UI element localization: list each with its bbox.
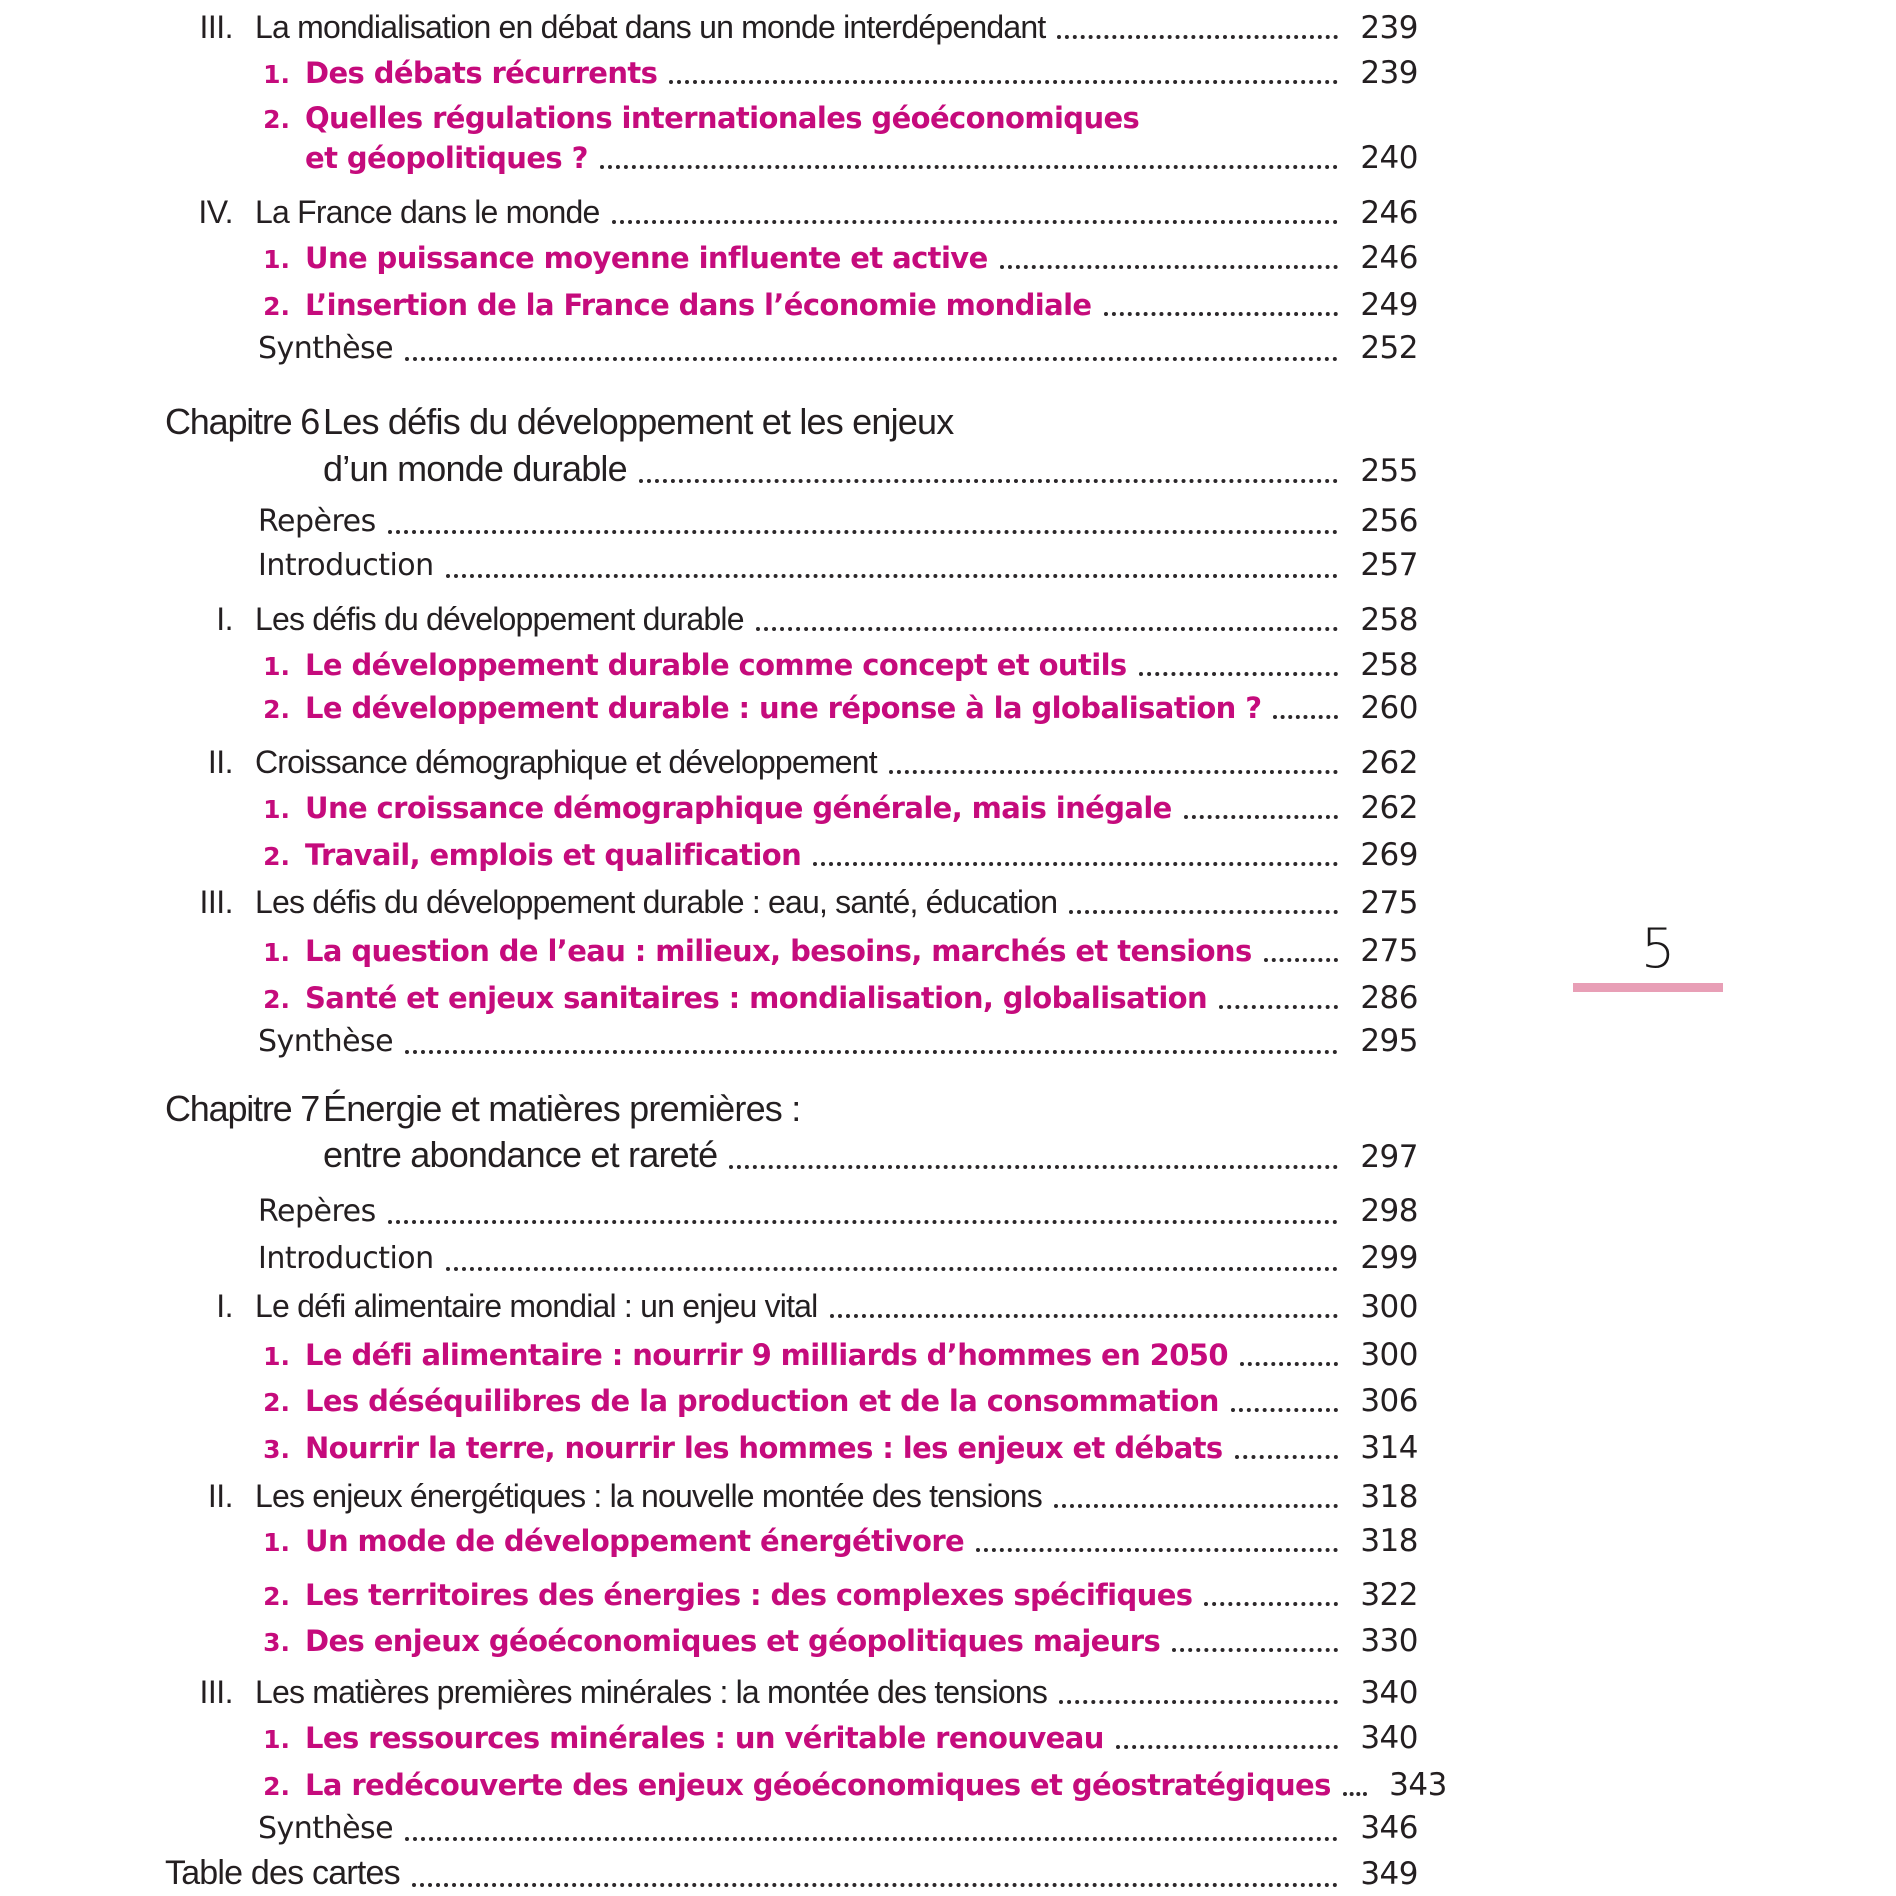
toc-entry-page: 340 <box>1360 1720 1418 1756</box>
toc-entry-number: 1. <box>263 1528 290 1557</box>
toc-row <box>0 330 1896 368</box>
leader-dots <box>1264 958 1338 962</box>
toc-row <box>0 1810 1896 1848</box>
toc-entry-label: Les ressources minérales : un véritable renouveau <box>305 1721 1104 1755</box>
leader-dots <box>388 1220 1338 1224</box>
toc-entry-page: 258 <box>1360 602 1418 638</box>
toc-entry-label: Les déséquilibres de la production et de la consommation <box>305 1384 1219 1418</box>
leader-dots <box>412 1883 1338 1887</box>
leader-dots <box>612 220 1339 224</box>
toc-row <box>0 1477 1896 1515</box>
toc-row <box>0 547 1896 585</box>
leader-dots <box>446 1267 1338 1271</box>
toc-entry-number: II. <box>207 1478 233 1514</box>
toc-entry-page: 260 <box>1360 690 1418 726</box>
leader-dots <box>976 1548 1338 1552</box>
toc-entry-page: 298 <box>1360 1193 1418 1229</box>
toc-row <box>0 400 1896 443</box>
toc-entry-page: 239 <box>1360 10 1418 46</box>
toc-row <box>0 647 1896 683</box>
leader-dots <box>1054 1504 1338 1508</box>
chapter-label: Chapitre 6 <box>165 401 320 442</box>
leader-dots <box>1231 1408 1338 1412</box>
toc-entry-label: Nourrir la terre, nourrir les hommes : les enjeux et débats <box>305 1431 1223 1465</box>
toc-entry-label: Les défis du développement durable : eau, santé, éducation <box>255 884 1058 920</box>
leader-dots <box>1000 265 1338 269</box>
toc-entry-page: 275 <box>1360 885 1418 921</box>
leader-dots <box>446 574 1338 578</box>
toc-row <box>0 1287 1896 1325</box>
toc-row <box>0 600 1896 638</box>
toc-entry-label: Synthèse <box>258 1024 394 1059</box>
toc-entry-label: La mondialisation en débat dans un monde interdépendant <box>255 9 1046 45</box>
toc-entry-page: 297 <box>1360 1139 1418 1175</box>
toc-row <box>0 1523 1896 1559</box>
toc-entry-label: Une puissance moyenne influente et active <box>305 241 988 275</box>
toc-entry-number: 2. <box>263 695 290 724</box>
leader-dots <box>405 357 1338 361</box>
toc-entry-number: 3. <box>263 1628 290 1657</box>
leader-dots <box>1057 35 1338 39</box>
toc-row <box>0 1383 1896 1419</box>
toc-entry-number: 1. <box>263 938 290 967</box>
toc-entry-page: 269 <box>1360 837 1418 873</box>
toc-entry-number: 1. <box>263 795 290 824</box>
toc-entry-page: 349 <box>1360 1856 1418 1892</box>
toc-entry-label: Une croissance démographique générale, mais inégale <box>305 791 1172 825</box>
toc-entry-number: 1. <box>263 60 290 89</box>
leader-dots <box>1219 1005 1338 1009</box>
toc-entry-label: Les enjeux énergétiques : la nouvelle montée des tensions <box>255 1478 1042 1514</box>
leader-dots <box>388 530 1338 534</box>
leader-dots <box>756 627 1338 631</box>
toc-entry-page: 295 <box>1360 1023 1418 1059</box>
toc-entry-label: Les matières premières minérales : la montée des tensions <box>255 1674 1048 1710</box>
toc-row <box>0 503 1896 541</box>
toc-entry-page: 299 <box>1360 1240 1418 1276</box>
toc-entry-page: 314 <box>1360 1430 1418 1466</box>
toc-row <box>0 1623 1896 1659</box>
toc-row <box>0 8 1896 46</box>
toc-entry-label: Croissance démographique et développement <box>255 744 877 780</box>
toc-entry-number: III. <box>199 1674 233 1710</box>
leader-dots <box>1116 1745 1338 1749</box>
toc-row <box>0 287 1896 323</box>
toc-row <box>0 193 1896 231</box>
leader-dots <box>889 770 1338 774</box>
toc-entry-page: 322 <box>1360 1577 1418 1613</box>
toc-row <box>0 55 1896 91</box>
leader-dots <box>1184 815 1338 819</box>
toc-row <box>0 883 1896 921</box>
toc-entry-page: 340 <box>1360 1675 1418 1711</box>
toc-entry-number: 1. <box>263 1725 290 1754</box>
toc-entry-number: 2. <box>263 985 290 1014</box>
toc-entry-label: Repères <box>258 1194 376 1229</box>
folio-underline <box>1573 983 1723 992</box>
toc-entry-label: Le développement durable comme concept et outils <box>305 648 1127 682</box>
toc-entry-label: Des enjeux géoéconomiques et géopolitiques majeurs <box>305 1624 1161 1658</box>
toc-entry-page: 306 <box>1360 1383 1418 1419</box>
toc-entry-label: Les territoires des énergies : des complexes spécifiques <box>305 1578 1193 1612</box>
toc-entry-number: 3. <box>263 1435 290 1464</box>
chapter-title: entre abondance et rareté <box>323 1134 718 1175</box>
toc-row <box>0 1337 1896 1373</box>
toc-entry-number: 1. <box>263 652 290 681</box>
toc-entry-page: 300 <box>1360 1337 1418 1373</box>
toc-row <box>0 790 1896 826</box>
leader-dots <box>405 1837 1338 1841</box>
leader-dots <box>405 1050 1338 1054</box>
toc-entry-page: 257 <box>1360 547 1418 583</box>
toc-entry-label: Le défi alimentaire : nourrir 9 milliards d’hommes en 2050 <box>305 1338 1228 1372</box>
toc-entry-page: 262 <box>1360 745 1418 781</box>
toc-entry-label: Table des cartes <box>165 1854 400 1892</box>
toc-row <box>0 140 1896 176</box>
toc-entry-page: 246 <box>1360 195 1418 231</box>
leader-dots <box>1172 1648 1338 1652</box>
leader-dots <box>600 165 1338 169</box>
toc-entry-label: L’insertion de la France dans l’économie mondiale <box>305 288 1092 322</box>
chapter-title: d’un monde durable <box>323 448 627 489</box>
toc-entry-number: 2. <box>263 1772 290 1801</box>
toc-entry-label: Les défis du développement durable <box>255 601 744 637</box>
toc-entry-number: I. <box>216 601 233 637</box>
toc-entry-label: Le développement durable : une réponse à la globalisation ? <box>305 691 1262 725</box>
toc-row <box>0 1193 1896 1231</box>
toc-entry-number: 2. <box>263 842 290 871</box>
toc-entry-number: 2. <box>263 1388 290 1417</box>
toc-entry-number: I. <box>216 1288 233 1324</box>
chapter-title: Énergie et matières premières : <box>323 1088 801 1129</box>
toc-entry-page: 346 <box>1360 1810 1418 1846</box>
leader-dots <box>1240 1362 1338 1366</box>
leader-dots <box>1104 312 1339 316</box>
toc-entry-label: et géopolitiques ? <box>305 141 588 175</box>
toc-row <box>0 743 1896 781</box>
toc-row <box>0 100 1896 136</box>
leader-dots <box>1139 672 1338 676</box>
toc-entry-label: Quelles régulations internationales géoéconomiques <box>305 101 1140 135</box>
toc-row <box>0 1767 1896 1803</box>
chapter-label: Chapitre 7 <box>165 1088 320 1129</box>
toc-entry-page: 318 <box>1360 1479 1418 1515</box>
toc-entry-number: 2. <box>263 105 290 134</box>
toc-entry-page: 330 <box>1360 1623 1418 1659</box>
leader-dots <box>1059 1700 1338 1704</box>
toc-entry-page: 246 <box>1360 240 1418 276</box>
toc-entry-page: 343 <box>1389 1767 1447 1803</box>
toc-row <box>0 1577 1896 1613</box>
toc-entry-page: 300 <box>1360 1289 1418 1325</box>
toc-row <box>0 1087 1896 1130</box>
leader-dots <box>1204 1602 1338 1606</box>
toc-entry-label: Travail, emplois et qualification <box>305 838 802 872</box>
toc-row <box>0 1023 1896 1061</box>
toc-entry-page: 239 <box>1360 55 1418 91</box>
toc-row <box>0 240 1896 276</box>
leader-dots <box>813 862 1338 866</box>
toc-entry-label: La redécouverte des enjeux géoéconomiques et géostratégiques <box>305 1768 1331 1802</box>
toc-entry-number: 2. <box>263 292 290 321</box>
toc-row <box>0 933 1896 969</box>
toc-row <box>0 1430 1896 1466</box>
toc-entry-label: Synthèse <box>258 1811 394 1846</box>
toc-entry-number: 1. <box>263 245 290 274</box>
toc-entry-page: 275 <box>1360 933 1418 969</box>
toc-row <box>0 1720 1896 1756</box>
toc-entry-label: Synthèse <box>258 331 394 366</box>
toc-entry-page: 286 <box>1360 980 1418 1016</box>
toc-entry-page: 255 <box>1360 453 1418 489</box>
toc-entry-page: 258 <box>1360 647 1418 683</box>
toc-row <box>0 1133 1896 1176</box>
toc-row <box>0 1240 1896 1278</box>
toc-entry-number: II. <box>207 744 233 780</box>
toc-entry-label: Un mode de développement énergétivore <box>305 1524 965 1558</box>
leader-dots <box>639 479 1338 483</box>
toc-entry-page: 249 <box>1360 287 1418 323</box>
toc-entry-page: 252 <box>1360 330 1418 366</box>
toc-entry-number: III. <box>199 9 233 45</box>
leader-dots <box>729 1165 1338 1169</box>
toc-entry-label: Introduction <box>258 548 434 583</box>
toc-entry-label: Repères <box>258 504 376 539</box>
leader-dots <box>1273 715 1338 719</box>
leader-dots <box>1235 1455 1338 1459</box>
toc-entry-number: 2. <box>263 1582 290 1611</box>
toc-entry-number: III. <box>199 884 233 920</box>
toc-entry-label: Le défi alimentaire mondial : un enjeu vital <box>255 1288 818 1324</box>
toc-entry-page: 240 <box>1360 140 1418 176</box>
toc-entry-label: La question de l’eau : milieux, besoins, marchés et tensions <box>305 934 1252 968</box>
toc-entry-label: Santé et enjeux sanitaires : mondialisation, globalisation <box>305 981 1208 1015</box>
toc-entry-number: IV. <box>198 194 233 230</box>
toc-entry-page: 262 <box>1360 790 1418 826</box>
toc-row <box>0 690 1896 726</box>
leader-dots <box>1069 910 1338 914</box>
leader-dots <box>669 80 1338 84</box>
chapter-title: Les défis du développement et les enjeux <box>323 401 954 442</box>
toc-row <box>0 837 1896 873</box>
toc-entry-label: Introduction <box>258 1241 434 1276</box>
toc-row <box>0 1673 1896 1711</box>
leader-dots <box>830 1314 1339 1318</box>
toc-entry-number: 1. <box>263 1342 290 1371</box>
toc-entry-page: 318 <box>1360 1523 1418 1559</box>
toc-row <box>0 1853 1896 1894</box>
toc-row <box>0 447 1896 490</box>
toc-entry-page: 256 <box>1360 503 1418 539</box>
toc-entry-label: La France dans le monde <box>255 194 600 230</box>
page-folio: 5 <box>1640 917 1676 980</box>
toc-entry-label: Des débats récurrents <box>305 56 658 90</box>
leader-dots <box>1343 1792 1367 1796</box>
